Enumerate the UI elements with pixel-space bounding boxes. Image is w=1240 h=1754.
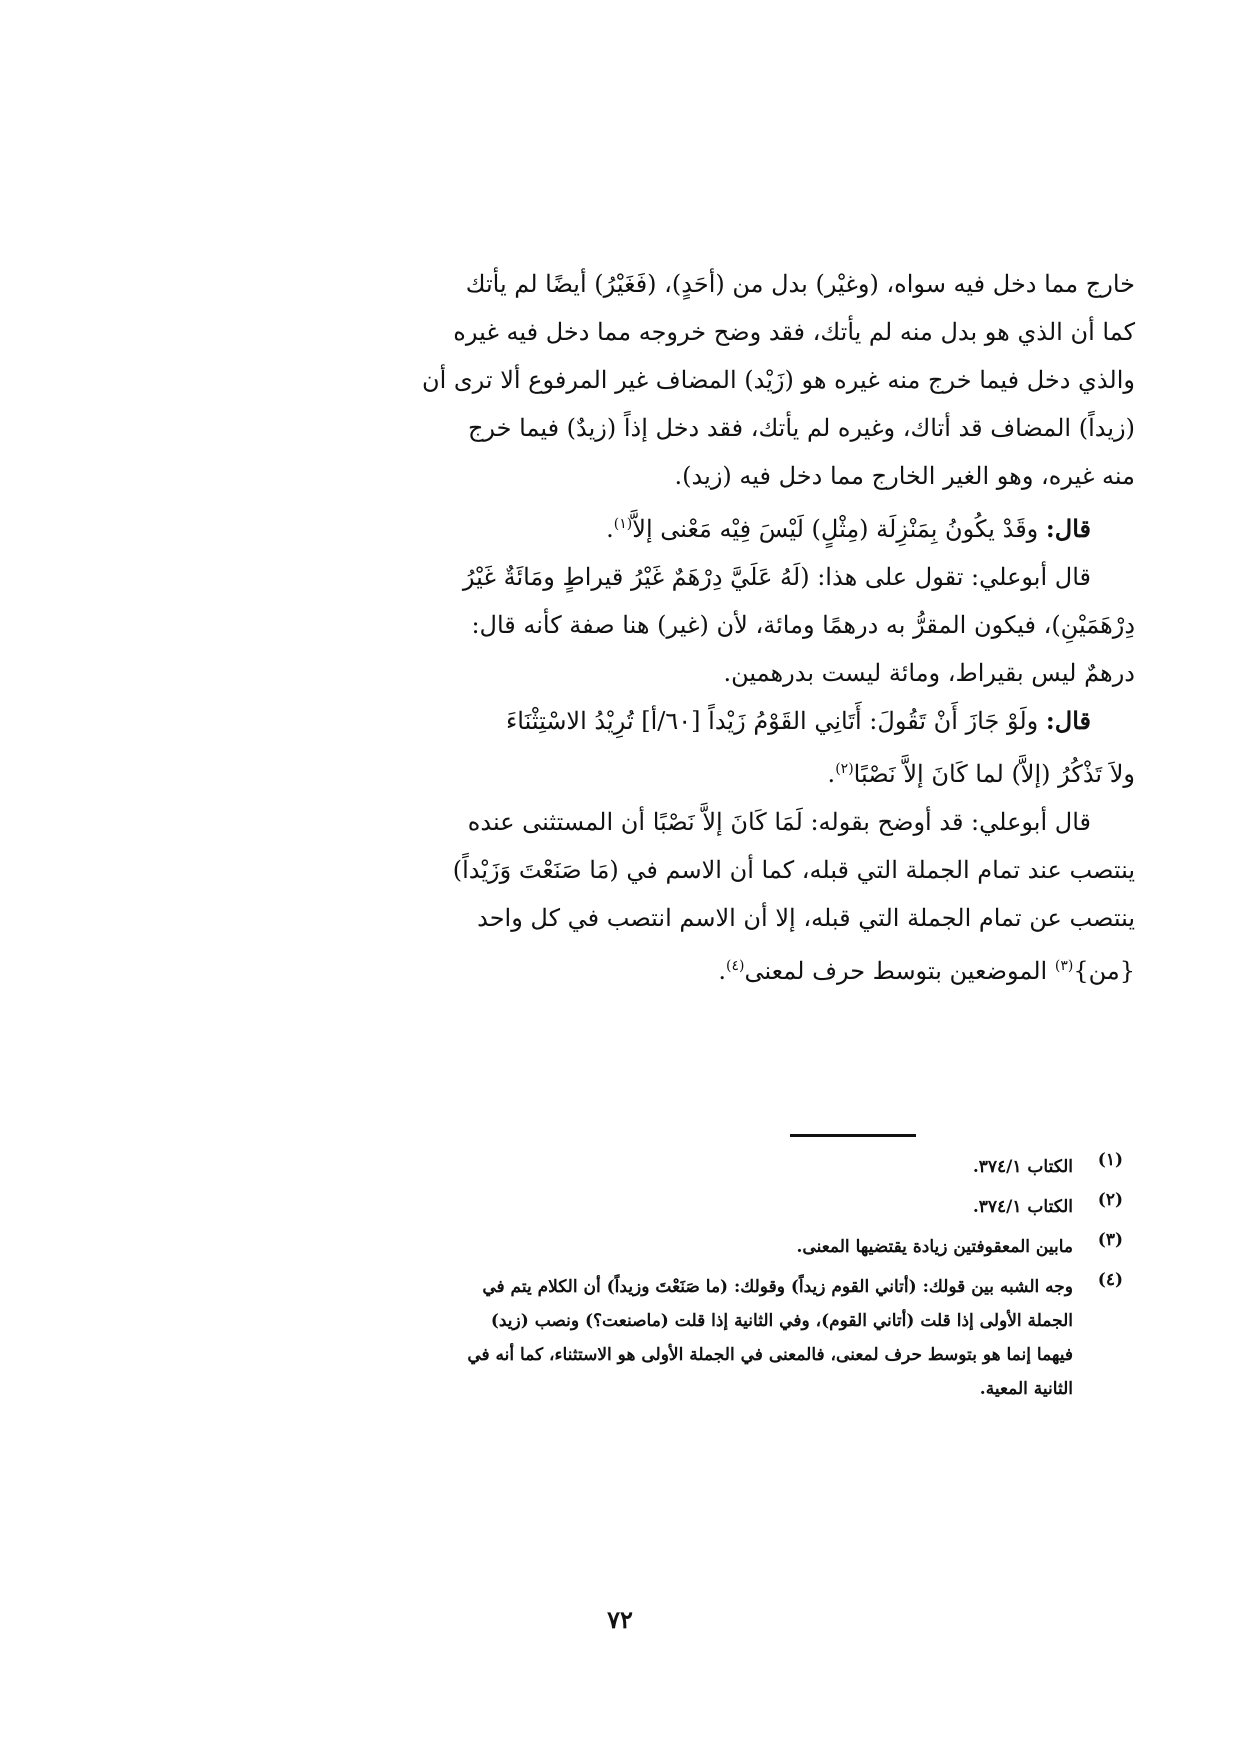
qala-line-2 xyxy=(275,697,1135,745)
footnote-item xyxy=(275,1270,1123,1406)
text-line: درهمٌ ليس بقيراط، ومائة ليست بدرهمين. xyxy=(723,659,1135,687)
text-line xyxy=(275,745,1135,798)
footnote-line: فيهما إنما هو بتوسط حرف لمعنى، فالمعنى في الجملة الأولى هو الاستثناء، كما أنه في xyxy=(467,1345,1073,1365)
qala-label: قال: xyxy=(1045,706,1091,735)
footnote-separator xyxy=(790,1134,916,1137)
qala-line-1 xyxy=(275,500,1135,553)
text-line: ينتصب عن تمام الجملة التي قبله، إلا أن الاسم انتصب في كل واحد xyxy=(477,904,1135,932)
footnote-number: (١) xyxy=(1097,1150,1123,1170)
text-line: قال أبوعلي: قد أوضح بقوله: لَمَا كَانَ إلاَّ نَصْبًا أن المستثنى عنده xyxy=(467,808,1091,836)
footnote-number: (٣) xyxy=(1097,1230,1123,1250)
qala-label: قال: xyxy=(1045,514,1091,543)
footnote-item xyxy=(275,1230,1123,1264)
footnote-line: الجملة الأولى إذا قلت (أتاني القوم)، وفي الثانية إذا قلت (ماصنعت؟) ونصب (زيد) xyxy=(490,1311,1073,1331)
footnote-number: (٤) xyxy=(1097,1270,1123,1290)
text-line: والذي دخل فيما خرج منه غيره هو (زَيْد) المضاف غير المرفوع ألا ترى أن xyxy=(421,366,1135,394)
punct: . xyxy=(718,957,726,985)
page-number: ٧٢ xyxy=(607,1605,633,1634)
footnote-text xyxy=(275,1270,1073,1406)
footnote-item xyxy=(275,1150,1123,1184)
text-line: دِرْهَمَيْنِ)، فيكون المقرُّ به درهمًا ومائة، لأن (غير) هنا صفة كأنه قال: xyxy=(471,611,1135,639)
footnote-item xyxy=(275,1190,1123,1224)
footnote-ref: (٤) xyxy=(725,958,745,974)
text-span: الموضعين بتوسط حرف لمعنى xyxy=(744,957,1055,985)
punct: . xyxy=(827,760,836,788)
bracket-insert: {من} xyxy=(1073,957,1135,985)
footnote-line: مابين المعقوفتين زيادة يقتضيها المعنى. xyxy=(796,1237,1073,1257)
footnote-text xyxy=(275,1190,1073,1224)
text-line: خارج مما دخل فيه سواه، (وغيْر) بدل من (أحَدٍ)، (فَغَيْرُ) أيضًا لم يأتك xyxy=(465,270,1135,298)
quoted-text: وقَدْ يكُونُ بِمَنْزِلَة (مِثْلٍ) لَيْسَ فِيْه مَعْنى إلاَّ xyxy=(632,515,1039,543)
text-line: (زيداً) المضاف قد أتاك، وغيره لم يأتك، فقد دخل إذاً (زيدٌ) فيما خرج xyxy=(467,414,1135,442)
footnote-line: وجه الشبه بين قولك: (أتاني القوم زيداً) وقولك: (ما صَنَعْتَ وزيداً) أن الكلام يتم في xyxy=(482,1277,1073,1297)
footnote-text xyxy=(275,1150,1073,1184)
footnote-line: الكتاب ٣٧٤/١. xyxy=(972,1197,1073,1217)
quoted-text: ولاَ تَذْكُرُ (إلاَّ) لما كَانَ إلاَّ نَصْبًا xyxy=(853,760,1135,788)
footnote-ref: (١) xyxy=(613,516,633,532)
footnotes xyxy=(275,1150,1123,1412)
text-line: ينتصب عند تمام الجملة التي قبله، كما أن الاسم في (مَا صَنَعْتَ وَزَيْداً) xyxy=(452,856,1135,884)
footnote-ref: (٢) xyxy=(835,761,854,777)
footnote-line: الثانية المعية. xyxy=(979,1379,1073,1399)
main-text xyxy=(275,260,1135,995)
footnote-ref: (٣) xyxy=(1054,958,1074,974)
text-line: منه غيره، وهو الغير الخارج مما دخل فيه (زيد). xyxy=(674,462,1135,490)
footnote-number: (٢) xyxy=(1097,1190,1123,1210)
text-line: قال أبوعلي: تقول على هذا: (لَهُ عَلَيَّ دِرْهَمٌ غَيْرُ قيراطٍ ومَائَةٌ غَيْرُ xyxy=(462,563,1091,591)
text-line xyxy=(275,942,1135,995)
punct: . xyxy=(606,515,614,543)
footnote-line: الكتاب ٣٧٤/١. xyxy=(972,1157,1073,1177)
text-line: كما أن الذي هو بدل منه لم يأتك، فقد وضح خروجه مما دخل فيه غيره xyxy=(453,318,1135,346)
footnote-text xyxy=(275,1230,1073,1264)
quoted-text: ولَوْ جَازَ أَنْ تَقُولَ: أَتَانِي القَوْمُ زَيْداً [٦٠/أ] تُرِيْدُ الاسْتِثْنَاءَ xyxy=(506,707,1039,735)
